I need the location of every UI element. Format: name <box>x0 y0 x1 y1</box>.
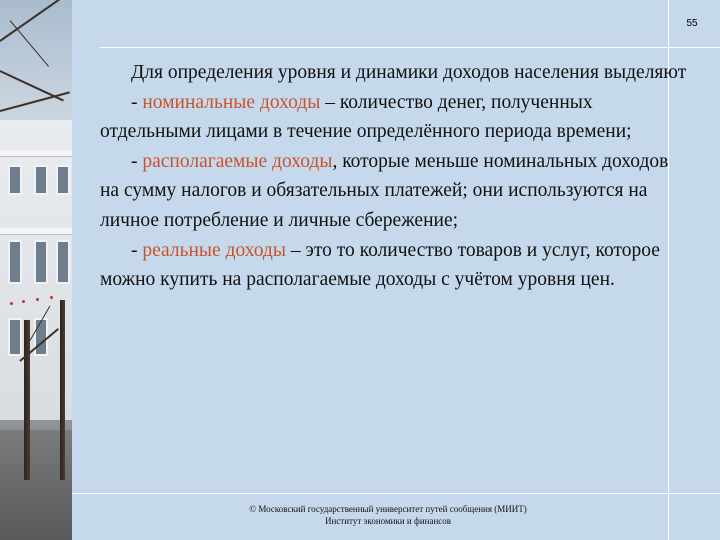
text-run: Для определения уровня и динамики доходов населения выделяют <box>131 62 687 83</box>
slide-body <box>100 58 690 295</box>
footer-university: © Московский государственный университет путей сообщения (МИИТ) <box>249 504 527 514</box>
footer <box>168 503 608 527</box>
building-window <box>8 240 22 284</box>
term-highlight: реальные доходы <box>142 239 286 261</box>
footer-institute: Институт экономики и финансов <box>324 516 452 526</box>
building-window <box>56 240 70 284</box>
text-run: - <box>131 150 143 172</box>
building-window <box>34 240 48 284</box>
slide-panel <box>72 0 720 540</box>
text-run: – количество денег, полученных отдельными лицами в течение определённого периода времени; <box>100 91 632 143</box>
paragraph <box>100 88 690 147</box>
flag-decoration <box>22 300 25 303</box>
cornice <box>0 228 72 235</box>
term-highlight: располагаемые доходы <box>142 150 333 172</box>
divider-top <box>100 47 720 48</box>
term-highlight: номинальные доходы <box>142 91 321 113</box>
text-run: – это то количество товаров и услуг, которое можно купить на располагаемые доходы с учётом уровня цен. <box>100 239 660 291</box>
text-run: - <box>131 239 143 261</box>
page-number: 55 <box>686 18 698 29</box>
flag-decoration <box>36 298 39 301</box>
tree-trunk <box>60 300 65 480</box>
flag-decoration <box>50 296 53 299</box>
building-window <box>8 318 22 356</box>
tree-trunk <box>24 320 30 480</box>
building-window <box>34 165 48 195</box>
building-window <box>56 165 70 195</box>
building-photo <box>0 0 72 540</box>
flag-decoration <box>10 302 13 305</box>
paragraph <box>100 147 690 236</box>
paragraph <box>100 236 690 295</box>
cornice <box>0 150 72 157</box>
paragraph <box>100 58 690 88</box>
text-run: - <box>131 91 143 113</box>
text-run: , которые меньше номинальных доходов на сумму налогов и обязательных платежей; они используются на личное потребление и личные сбережение; <box>100 150 669 231</box>
divider-bottom <box>72 493 720 494</box>
building-window <box>8 165 22 195</box>
